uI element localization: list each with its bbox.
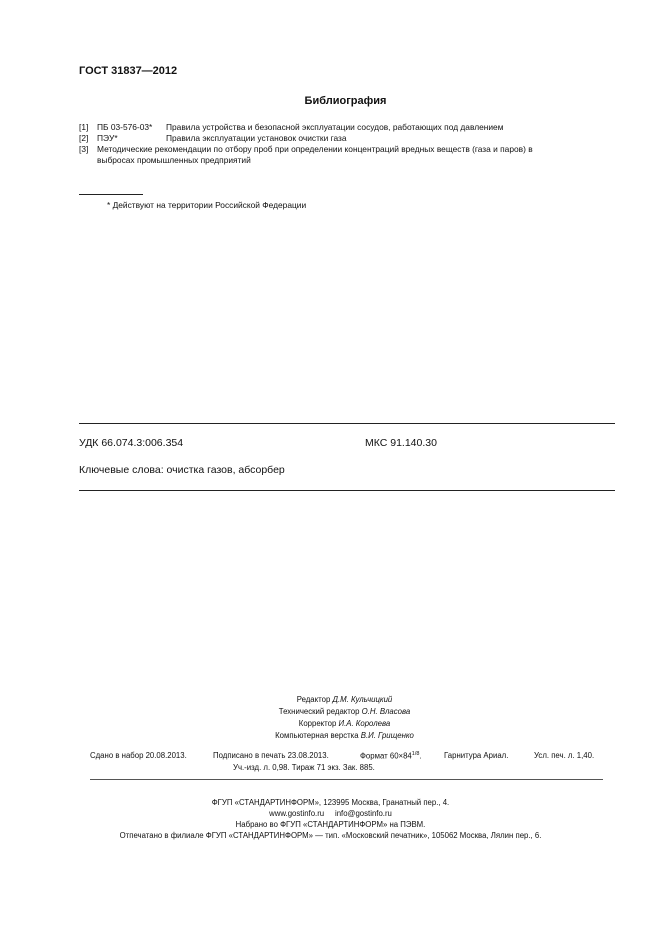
udk-code: УДК 66.074.3:006.354 (79, 437, 184, 449)
reference-text-line2: выбросах промышленных предприятий (97, 154, 251, 165)
editor-name: Д.М. Кульчицкий (332, 695, 393, 704)
publication-rule (90, 779, 603, 780)
reference-code: ПБ 03-576-03* (97, 122, 153, 132)
document-id: ГОСТ 31837—2012 (79, 65, 178, 77)
corrector-name: И.А. Королева (338, 719, 391, 728)
keywords: Ключевые слова: очистка газов, абсорбер (79, 464, 285, 476)
format-fraction: 1/8 (411, 751, 420, 757)
layout-label: Компьютерная верстка (275, 731, 359, 740)
bibliography-title: Библиография (304, 95, 387, 107)
reference-number: [2] (79, 133, 89, 143)
publication-details: Уч.-изд. л. 0,98. Тираж 71 экз. Зак. 885. (233, 763, 375, 772)
classification-top-rule (79, 423, 615, 424)
reference-text: Правила устройства и безопасной эксплуатации сосудов, работающих под давлением (166, 122, 504, 132)
footnote-divider (79, 194, 143, 195)
reference-code: ПЭУ* (97, 133, 118, 143)
print-sheets: Усл. печ. л. 1,40. (534, 751, 595, 760)
format-text: Формат 60×84 (360, 751, 412, 761)
signed-date: Подписано в печать 23.08.2013. (213, 751, 329, 760)
typeface-info: Гарнитура Ариал. (444, 751, 509, 760)
footnote-text: * Действуют на территории Российской Федерации (107, 200, 307, 210)
credits-block (0, 694, 661, 742)
reference-number: [3] (79, 144, 89, 154)
tech-editor-label: Технический редактор (278, 707, 360, 716)
reference-text: Правила эксплуатации установок очистки газа (166, 133, 347, 143)
layout-line (28, 730, 661, 742)
publisher-address: ФГУП «СТАНДАРТИНФОРМ», 123995 Москва, Гранатный пер., 4. (211, 798, 450, 807)
typeset-note: Набрано во ФГУП «СТАНДАРТИНФОРМ» на ПЭВМ. (235, 820, 426, 829)
reference-item-2 (79, 133, 619, 144)
publisher-website: www.gostinfo.ru (269, 809, 325, 818)
classification-bottom-rule (79, 490, 615, 491)
tech-editor-name: О.Н. Власова (361, 707, 411, 716)
reference-item-1 (79, 122, 619, 133)
editor-line (28, 694, 661, 706)
layout-name: В.И. Грищенко (360, 731, 414, 740)
publisher-contacts (0, 808, 661, 819)
submitted-date: Сдано в набор 20.08.2013. (90, 751, 187, 760)
reference-text-line1: Методические рекомендации по отбору проб при определении концентраций вредных веществ (газа и паров) в (97, 144, 533, 154)
corrector-line (28, 718, 661, 730)
reference-item-3 (79, 144, 619, 166)
tech-editor-line (28, 706, 661, 718)
reference-number: [1] (79, 122, 89, 132)
publisher-email: info@gostinfo.ru (334, 809, 392, 818)
corrector-label: Корректор (298, 719, 337, 728)
mks-code: МКС 91.140.30 (365, 437, 437, 449)
format-info: Формат $60\times 84^{1/8}$. (360, 751, 422, 761)
editor-label: Редактор (296, 695, 331, 704)
print-note: Отпечатано в филиале ФГУП «СТАНДАРТИНФОРМ» — тип. «Московский печатник», 105062 Москва, Лялин пер., 6. (119, 831, 542, 840)
